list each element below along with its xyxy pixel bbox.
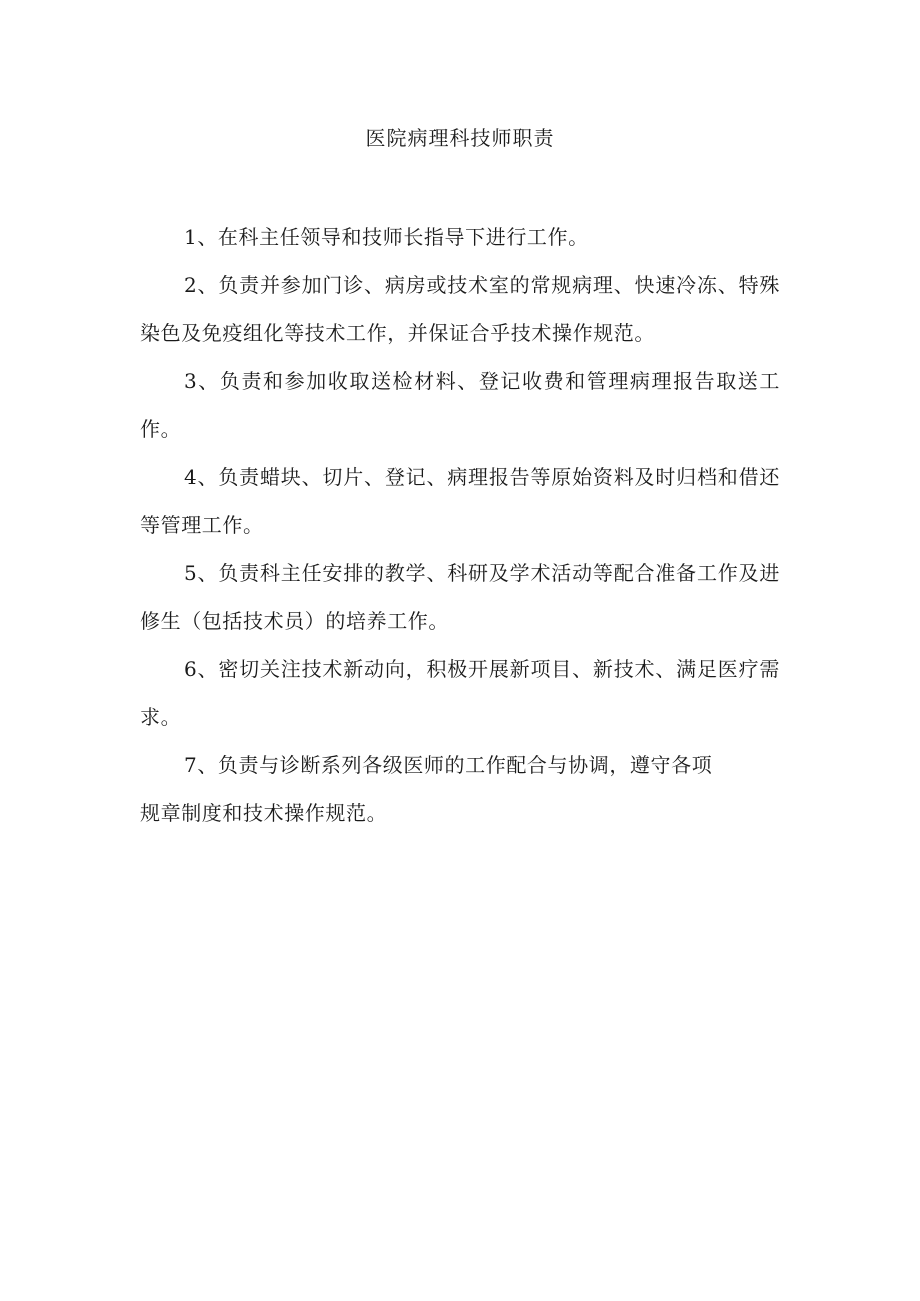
paragraph-7-line-2: 规章制度和技术操作规范。 bbox=[140, 801, 388, 825]
paragraph-5: 5、负责科主任安排的教学、科研及学术活动等配合准备工作及进修生（包括技术员）的培养工作。 bbox=[140, 561, 780, 633]
paragraph-7 bbox=[140, 741, 780, 837]
document-body bbox=[140, 213, 780, 837]
paragraph-6: 6、密切关注技术新动向，积极开展新项目、新技术、满足医疗需求。 bbox=[140, 657, 780, 729]
paragraph-4: 4、负责蜡块、切片、登记、病理报告等原始资料及时归档和借还等管理工作。 bbox=[140, 465, 780, 537]
paragraph-1: 1、在科主任领导和技师长指导下进行工作。 bbox=[184, 225, 589, 249]
paragraph-7-line-1: 7、负责与诊断系列各级医师的工作配合与协调，遵守各项 bbox=[184, 753, 713, 777]
paragraph-3: 3、负责和参加收取送检材料、登记收费和管理病理报告取送工作。 bbox=[140, 369, 780, 441]
paragraph-2: 2、负责并参加门诊、病房或技术室的常规病理、快速冷冻、特殊染色及免疫组化等技术工作，并保证合乎技术操作规范。 bbox=[140, 273, 780, 345]
document-title: 医院病理科技师职责 bbox=[365, 126, 555, 150]
